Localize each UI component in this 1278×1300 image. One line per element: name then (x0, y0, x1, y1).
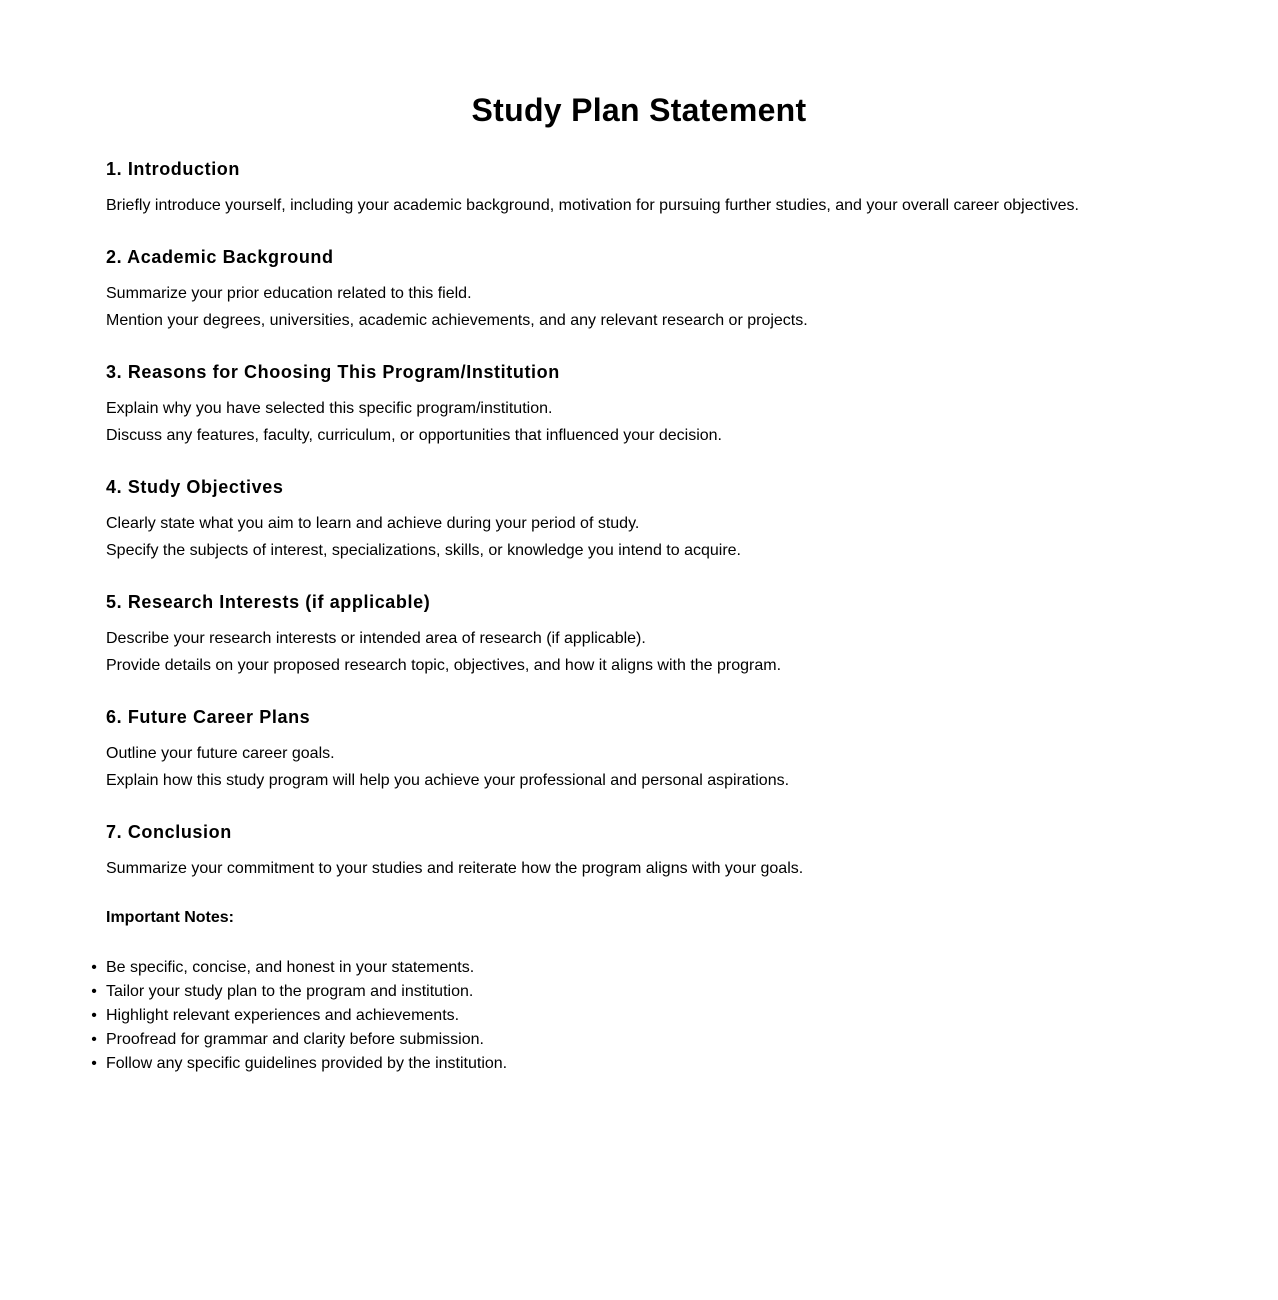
section-body (106, 855, 1206, 882)
section-body (106, 510, 1206, 564)
section-text-line: Describe your research interests or intended area of research (if applicable). (106, 630, 646, 647)
section-text-line: Provide details on your proposed research topic, objectives, and how it aligns with the program. (106, 657, 782, 674)
section-text-line: Outline your future career goals. (106, 745, 335, 762)
section-text-line: Summarize your prior education related to this field. (106, 285, 472, 302)
bullet-icon: • (91, 959, 97, 976)
list-item-text: Be specific, concise, and honest in your statements. (106, 959, 475, 976)
section-heading: 3. Reasons for Choosing This Program/Institution (106, 362, 560, 382)
section-heading: 6. Future Career Plans (106, 707, 311, 727)
section (106, 820, 1206, 882)
list-item (91, 1052, 1206, 1076)
notes-heading: Important Notes: (106, 909, 234, 926)
section-body (106, 192, 1206, 219)
list-item (91, 980, 1206, 1004)
section-heading: 4. Study Objectives (106, 477, 284, 497)
list-item (91, 1028, 1206, 1052)
section-text-line: Clearly state what you aim to learn and achieve during your period of study. (106, 515, 640, 532)
section-heading: 1. Introduction (106, 159, 240, 179)
section (106, 157, 1206, 219)
section-text-line: Explain how this study program will help you achieve your professional and personal aspirations. (106, 772, 790, 789)
list-item (91, 956, 1206, 980)
section-text-line: Summarize your commitment to your studies and reiterate how the program aligns with your goals. (106, 860, 804, 877)
section (106, 360, 1206, 449)
bullet-icon: • (91, 1055, 97, 1072)
list-item-text: Proofread for grammar and clarity before submission. (106, 1031, 484, 1048)
section-text-line: Discuss any features, faculty, curriculum, or opportunities that influenced your decision. (106, 427, 722, 444)
important-notes (91, 908, 1206, 1076)
section (106, 590, 1206, 679)
list-item (91, 1004, 1206, 1028)
section-body (106, 280, 1206, 334)
section-body (106, 395, 1206, 449)
section-text-line: Briefly introduce yourself, including your academic background, motivation for pursuing further studies, and your overall career objectives. (106, 197, 1079, 214)
document-title: Study Plan Statement (471, 92, 807, 128)
list-item-text: Follow any specific guidelines provided by the institution. (106, 1055, 508, 1072)
section-list (106, 157, 1206, 882)
list-item-text: Tailor your study plan to the program and institution. (106, 983, 474, 1000)
section-heading: 7. Conclusion (106, 822, 232, 842)
list-item-text: Highlight relevant experiences and achievements. (106, 1007, 460, 1024)
bullet-icon: • (91, 1031, 97, 1048)
section-heading: 2. Academic Background (106, 247, 334, 267)
notes-list (91, 956, 1206, 1076)
section-body (106, 625, 1206, 679)
document-content (91, 157, 1206, 1076)
section-text-line: Mention your degrees, universities, academic achievements, and any relevant research or projects. (106, 312, 808, 329)
section (106, 245, 1206, 334)
section (106, 475, 1206, 564)
section (106, 705, 1206, 794)
bullet-icon: • (91, 983, 97, 1000)
bullet-icon: • (91, 1007, 97, 1024)
section-text-line: Specify the subjects of interest, specializations, skills, or knowledge you intend to acquire. (106, 542, 741, 559)
section-heading: 5. Research Interests (if applicable) (106, 592, 431, 612)
section-text-line: Explain why you have selected this specific program/institution. (106, 400, 553, 417)
section-body (106, 740, 1206, 794)
